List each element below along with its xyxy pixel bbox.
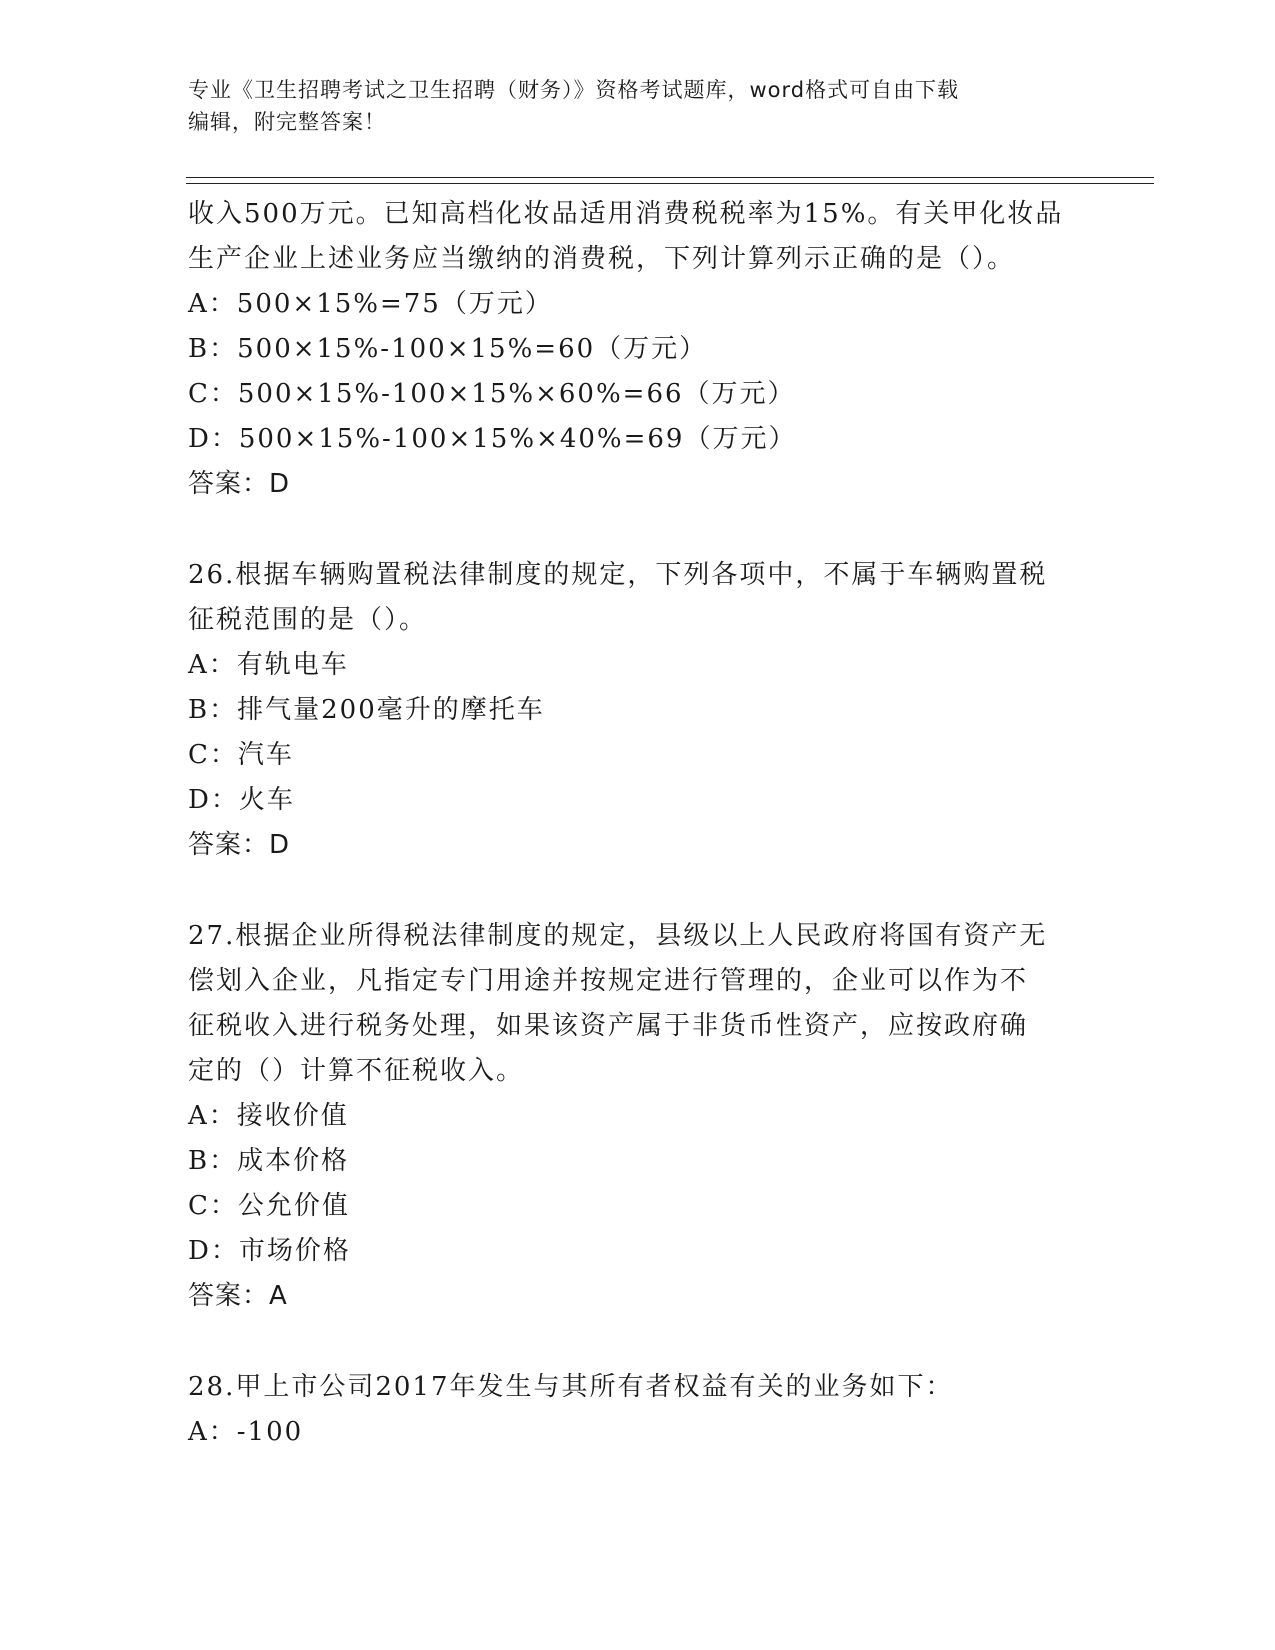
question-spacer [188,1319,1088,1365]
document-body [188,192,1088,1455]
answer-line: 答案：A [188,1281,288,1311]
question-stem-line: 征税范围的是（）。 [188,605,428,635]
question-28 [188,1365,1088,1455]
option-a: A：500×15%=75（万元） [188,289,553,319]
answer-line: 答案：D [188,830,291,860]
option-b: B：500×15%-100×15%=60（万元） [188,334,708,364]
header-rule-bottom [186,183,1154,184]
option-c: C：500×15%-100×15%×60%=66（万元） [188,379,796,409]
document-header [188,74,1088,138]
question-stem-line: 27.根据企业所得税法律制度的规定，县级以上人民政府将国有资产无 [188,921,1048,951]
option-a: A：-100 [188,1417,304,1447]
option-a: A：有轨电车 [188,650,349,680]
question-stem-line: 征税收入进行税务处理，如果该资产属于非货币性资产，应按政府确 [188,1011,1029,1041]
question-spacer [188,507,1088,553]
option-b: B：排气量200毫升的摩托车 [188,695,545,725]
answer-line: 答案：D [188,469,291,499]
question-stem-line: 生产企业上述业务应当缴纳的消费税，下列计算列示正确的是（）。 [188,244,1016,274]
option-c: C：公允价值 [188,1191,350,1221]
header-line-2: 编辑，附完整答案！ [188,110,386,134]
question-27 [188,914,1088,1319]
header-rule-top [186,177,1154,178]
question-stem-line: 定的（）计算不征税收入。 [188,1056,525,1086]
option-d: D：市场价格 [188,1236,351,1266]
question-spacer [188,868,1088,914]
option-d: D：火车 [188,785,295,815]
question-stem-line: 收入500万元。已知高档化妆品适用消费税税率为15%。有关甲化妆品 [188,199,1064,229]
question-26 [188,553,1088,868]
option-c: C：汽车 [188,740,294,770]
question-stem-line: 26.根据车辆购置税法律制度的规定，下列各项中，不属于车辆购置税 [188,560,1048,590]
question-25 [188,192,1088,507]
option-d: D：500×15%-100×15%×40%=69（万元） [188,424,797,454]
question-stem-line: 偿划入企业，凡指定专门用途并按规定进行管理的，企业可以作为不 [188,966,1029,996]
option-b: B：成本价格 [188,1146,350,1176]
question-stem-line: 28.甲上市公司2017年发生与其所有者权益有关的业务如下： [188,1372,954,1402]
option-a: A：接收价值 [188,1101,349,1131]
header-line-1: 专业《卫生招聘考试之卫生招聘（财务）》资格考试题库，word格式可自由下载 [188,78,960,102]
